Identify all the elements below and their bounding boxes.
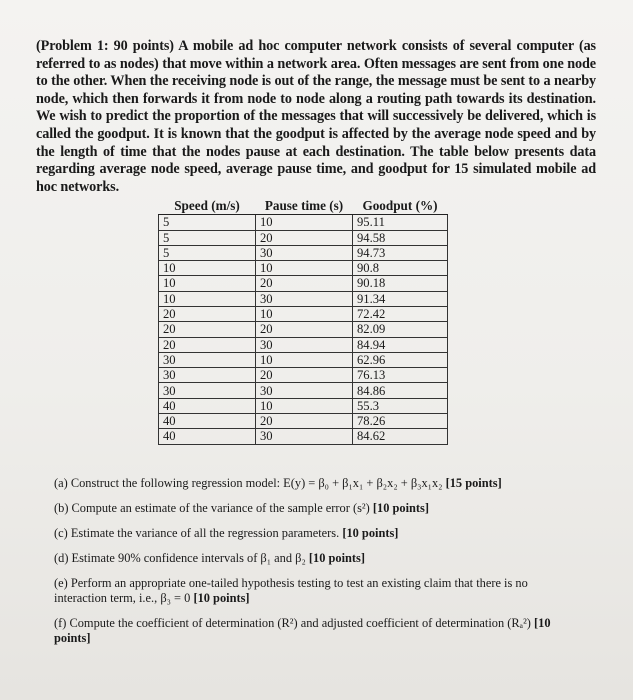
cell-goodput: 78.26	[353, 414, 448, 429]
question-e	[54, 576, 574, 606]
cell-speed: 10	[159, 291, 256, 306]
header-speed: Speed (m/s)	[159, 198, 256, 215]
header-goodput: Goodput (%)	[353, 198, 448, 215]
question-c-points: [10 points]	[342, 526, 399, 540]
cell-goodput: 72.42	[353, 306, 448, 321]
cell-pause-time: 30	[256, 383, 353, 398]
question-d	[54, 551, 574, 566]
cell-speed: 10	[159, 276, 256, 291]
cell-pause-time: 20	[256, 322, 353, 337]
cell-pause-time: 30	[256, 291, 353, 306]
cell-goodput: 94.58	[353, 230, 448, 245]
table-row	[159, 337, 448, 352]
table-header-row	[159, 198, 448, 215]
cell-goodput: 84.94	[353, 337, 448, 352]
question-c	[54, 526, 574, 541]
table-row	[159, 261, 448, 276]
table-row	[159, 291, 448, 306]
question-f-points: [10 points]	[54, 616, 551, 645]
table-row	[159, 276, 448, 291]
cell-speed: 40	[159, 414, 256, 429]
cell-speed: 40	[159, 429, 256, 444]
cell-pause-time: 30	[256, 245, 353, 260]
header-pause-time: Pause time (s)	[256, 198, 353, 215]
cell-goodput: 91.34	[353, 291, 448, 306]
question-a-points: [15 points]	[445, 476, 502, 490]
table-row	[159, 352, 448, 367]
table-row	[159, 245, 448, 260]
cell-goodput: 90.8	[353, 261, 448, 276]
question-f-text: (f) Compute the coefficient of determination (R²) and adjusted coefficient of determination (Rₐ²)	[54, 616, 531, 630]
table-row	[159, 215, 448, 230]
cell-goodput: 76.13	[353, 368, 448, 383]
cell-pause-time: 30	[256, 337, 353, 352]
cell-speed: 5	[159, 245, 256, 260]
question-d-points: [10 points]	[308, 551, 365, 565]
cell-speed: 20	[159, 322, 256, 337]
cell-speed: 5	[159, 215, 256, 230]
problem-statement	[36, 38, 596, 196]
cell-pause-time: 10	[256, 261, 353, 276]
question-b-points: [10 points]	[372, 501, 429, 515]
cell-speed: 30	[159, 383, 256, 398]
cell-goodput: 55.3	[353, 398, 448, 413]
question-b	[54, 501, 574, 516]
question-d-text: (d) Estimate 90% confidence intervals of β₁ and β₂	[54, 551, 306, 565]
table-row	[159, 368, 448, 383]
cell-pause-time: 20	[256, 368, 353, 383]
cell-speed: 40	[159, 398, 256, 413]
question-e-text: (e) Perform an appropriate one-tailed hypothesis testing to test an existing claim that there is no interaction term, i.e., β₃ = 0	[54, 576, 528, 605]
question-b-text: (b) Compute an estimate of the variance of the sample error (s²)	[54, 501, 370, 515]
cell-speed: 10	[159, 261, 256, 276]
cell-speed: 30	[159, 352, 256, 367]
cell-pause-time: 10	[256, 352, 353, 367]
question-e-points: [10 points]	[193, 591, 250, 605]
cell-speed: 20	[159, 337, 256, 352]
cell-pause-time: 20	[256, 230, 353, 245]
cell-speed: 30	[159, 368, 256, 383]
cell-speed: 20	[159, 306, 256, 321]
table-row	[159, 414, 448, 429]
cell-goodput: 90.18	[353, 276, 448, 291]
table-row	[159, 398, 448, 413]
cell-goodput: 94.73	[353, 245, 448, 260]
table-row	[159, 383, 448, 398]
cell-pause-time: 20	[256, 414, 353, 429]
cell-goodput: 84.62	[353, 429, 448, 444]
data-table	[158, 198, 448, 445]
cell-pause-time: 10	[256, 398, 353, 413]
question-f	[54, 616, 574, 646]
question-list	[54, 476, 574, 656]
question-a	[54, 476, 574, 491]
cell-goodput: 62.96	[353, 352, 448, 367]
problem-text: A mobile ad hoc computer network consists of several computer (as referred to as nodes) that move within a network area. Often messages are sent from one node to the other. When the receiving node is out of the range, the message must be sent to a nearby node, which then forwards it from node to node along a routing path towards its destination. We wish to predict the proportion of the messages that will successively be delivered, which is called the goodput. It is known that the goodput is affected by the average node speed and by the length of time that the nodes pause at each destination. The table below presents data regarding average node speed, average pause time, and goodput for 15 simulated mobile ad hoc networks.	[36, 38, 596, 195]
cell-pause-time: 10	[256, 306, 353, 321]
cell-goodput: 84.86	[353, 383, 448, 398]
cell-speed: 5	[159, 230, 256, 245]
table-row	[159, 322, 448, 337]
cell-pause-time: 30	[256, 429, 353, 444]
cell-goodput: 82.09	[353, 322, 448, 337]
table-row	[159, 429, 448, 444]
problem-label: (Problem 1: 90 points)	[36, 38, 174, 54]
question-c-text: (c) Estimate the variance of all the regression parameters.	[54, 526, 340, 540]
table-row	[159, 306, 448, 321]
question-a-text: (a) Construct the following regression model: E(y) = β₀ + β₁x₁ + β₂x₂ + β₃x₁x₂	[54, 476, 443, 490]
cell-goodput: 95.11	[353, 215, 448, 230]
cell-pause-time: 10	[256, 215, 353, 230]
table-row	[159, 230, 448, 245]
cell-pause-time: 20	[256, 276, 353, 291]
